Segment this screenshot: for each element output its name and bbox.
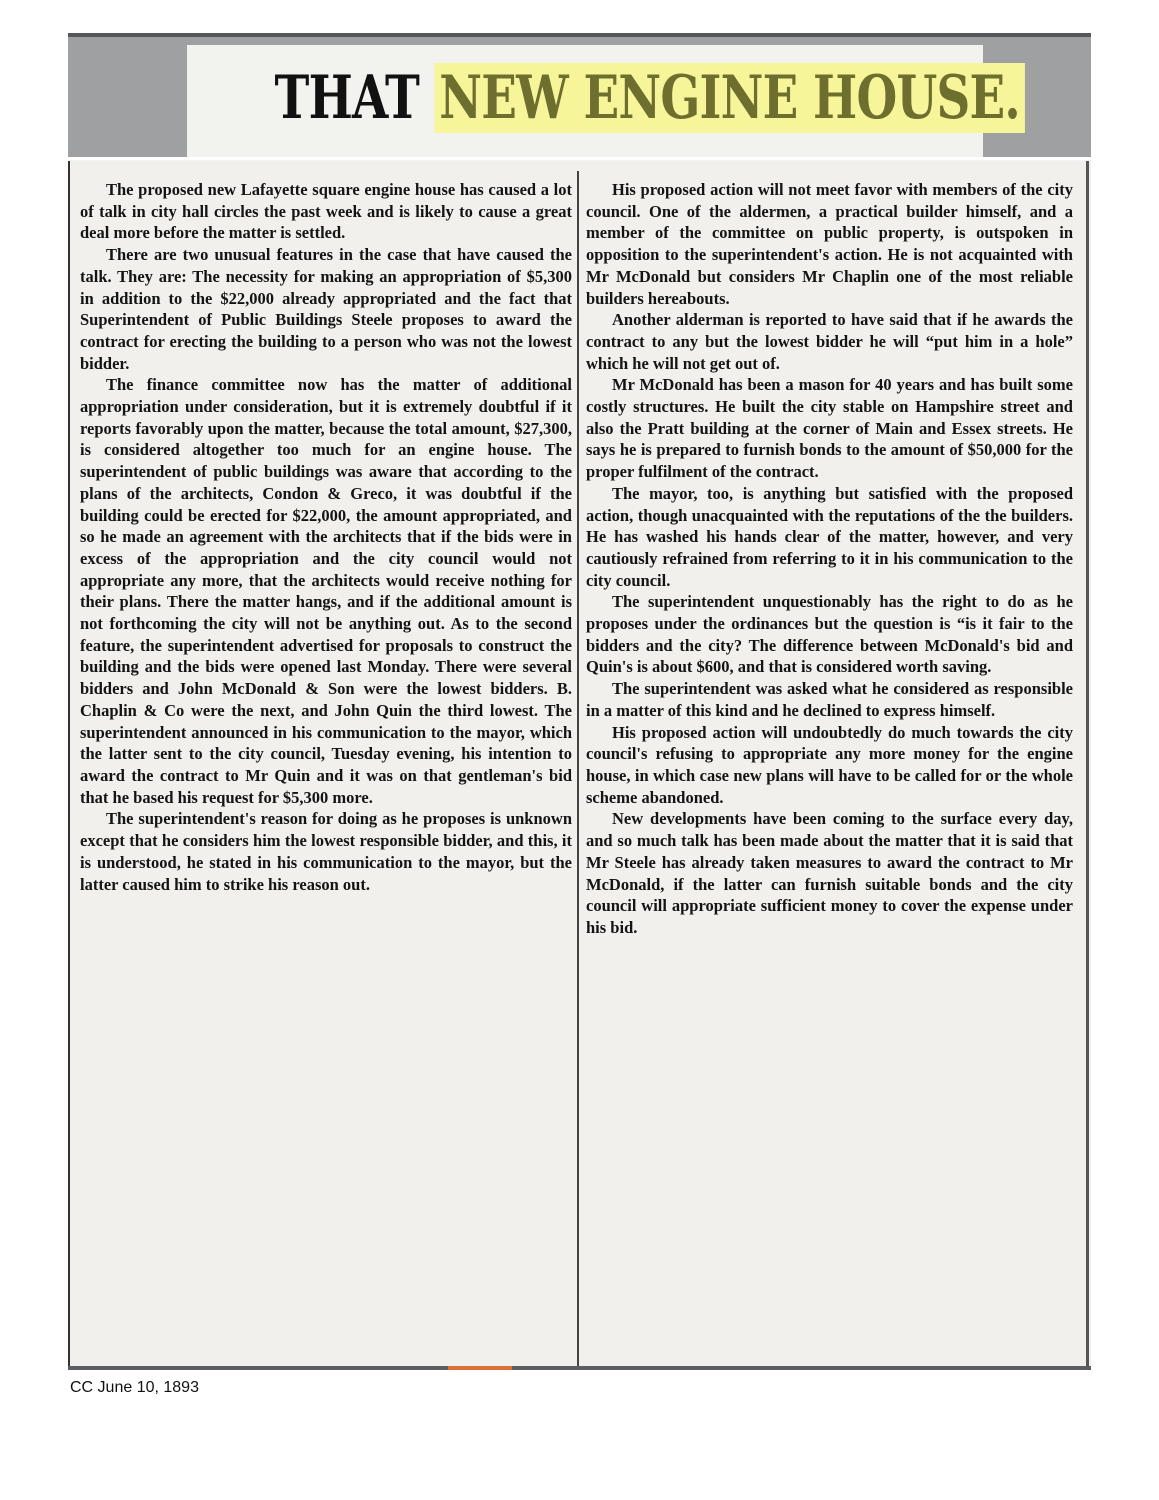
article-body: [68, 161, 1091, 1370]
article-right-column: [586, 179, 1073, 939]
paragraph: Mr McDonald has been a mason for 40 years and has built some costly structures. He built the city stable on Hampshire street and also the Pratt building at the corner of Main and Essex streets. He says he is prepared to furnish bonds to the amount of $50,000 for the proper fulfilment of the contract.: [586, 375, 1073, 482]
article-left-column: [80, 179, 572, 895]
headline-divider: [68, 157, 1091, 160]
column-divider: [577, 171, 579, 1366]
paragraph: The superintendent's reason for doing as he proposes is unknown except that he considers him the lowest responsible bidder, and this, it is understood, he stated in his communication to the mayor, but the latter caused him to strike his reason out.: [80, 809, 572, 894]
paragraph: The mayor, too, is anything but satisfied with the proposed action, though unacquainted with the reputations of the the builders. He has washed his hands clear of the matter, however, and very cautiously refrained from referring to it in his communication to the city council.: [586, 483, 1073, 590]
clipping-frame: [68, 33, 1091, 1370]
headline-paper: [187, 45, 1020, 157]
headline-highlighted-text: NEW ENGINE HOUSE.: [435, 63, 1025, 133]
paragraph: The superintendent unquestionably has the right to do as he proposes under the ordinances but the question is “is it fair to the bidders and the city? The difference between McDonald's bid and Quin's is about $600, and that is considered worth saving.: [586, 592, 1073, 677]
paragraph: Another alderman is reported to have said that if he awards the contract to any but the lowest bidder he will “put him in a hole” which he will not get out of.: [586, 310, 1073, 373]
paragraph: The proposed new Lafayette square engine house has caused a lot of talk in city hall circles the past week and is likely to cause a great deal more before the matter is settled.: [80, 180, 572, 243]
paragraph: The superintendent was asked what he considered as responsible in a matter of this kind and he declined to express himself.: [586, 679, 1073, 720]
paragraph: His proposed action will undoubtedly do much towards the city council's refusing to appropriate any more money for the engine house, in which case new plans will have to be called for or the whole scheme abandoned.: [586, 722, 1073, 807]
paragraph: His proposed action will not meet favor with members of the city council. One of the aldermen, a practical builder himself, and a member of the committee on public property, is outspoken in opposition to the superintendent's action. He is not acquainted with Mr McDonald but considers Mr Chaplin one of the most reliable builders hereabouts.: [586, 180, 1073, 308]
paragraph: New developments have been coming to the surface every day, and so much talk has been made about the matter that it is said that Mr Steele has already taken measures to award the contract to Mr McDonald, if the latter can furnish suitable bonds and the city council will appropriate sufficient money to cover the expense under his bid.: [586, 809, 1073, 937]
headline: [274, 63, 1020, 133]
headline-plain-text: THAT: [274, 63, 420, 133]
paragraph: The finance committee now has the matter of additional appropriation under consideration, but it is extremely doubtful if it reports favorably upon the matter, because the total amount, $27,300, is considered altogether too much for an engine house. The superintendent of public buildings was aware that according to the plans of the architects, Condon & Greco, it was doubtful if the building could be erected for $22,000, the amount appropriated, and so he made an agreement with the architects that if the bids were in excess of the appropriation and the city council would not appropriate any more, that the architects would receive nothing for their plans. There the matter hangs, and if the additional amount is not forthcoming the city will not be anything out. As to the second feature, the superintendent advertised for proposals to construct the building and the bids were opened last Monday. There were several bidders and John McDonald & Son were the lowest bidders. B. Chaplin & Co were the next, and John Quin the third lowest. The superintendent announced in his communication to the mayor, which the latter sent to the city council, Tuesday evening, his intention to award the contract to Mr Quin and it was on that gentleman's bid that he based his request for $5,300 more.: [80, 375, 572, 807]
source-caption: CC June 10, 1893: [70, 1379, 199, 1396]
right-border: [1086, 161, 1089, 1370]
bottom-accent-mark: [448, 1366, 512, 1370]
bottom-border: [68, 1366, 1091, 1370]
paragraph: There are two unusual features in the case that have caused the talk. They are: The necessity for making an appropriation of $5,300 in addition to the $22,000 already appropriated and the fact that Superintendent of Public Buildings Steele proposes to award the contract for erecting the building to a person who was not the lowest bidder.: [80, 245, 572, 373]
headline-band: [68, 33, 1091, 158]
